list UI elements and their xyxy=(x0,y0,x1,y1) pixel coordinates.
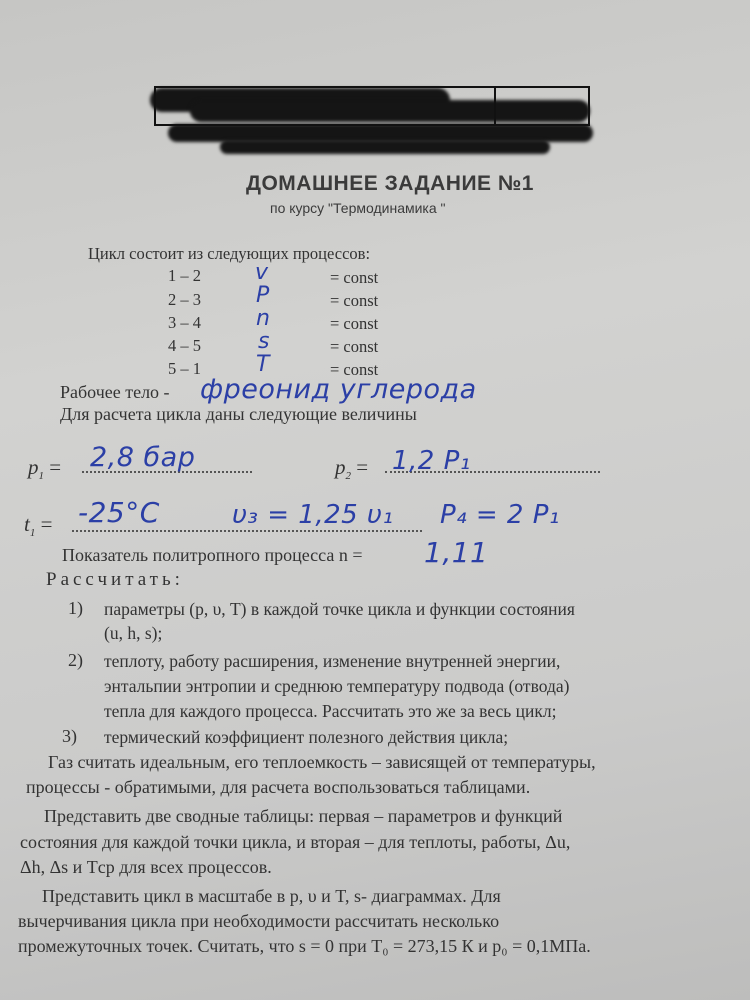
process-const: = const xyxy=(330,268,379,287)
polytropic-value: 1,11 xyxy=(424,536,489,569)
redaction-box xyxy=(154,86,590,126)
process-range: 4 – 5 xyxy=(168,336,201,355)
paragraph-line: Газ считать идеальным, его теплоемкость – зависящей от температуры, xyxy=(48,752,596,772)
working-body-label: Рабочее тело - xyxy=(60,382,170,402)
calc-item-line: теплоту, работу расширения, изменение внутренней энергии, xyxy=(104,651,561,671)
paragraph-line: процессы - обратимыми, для расчета воспользоваться таблицами. xyxy=(26,777,531,797)
process-param: n xyxy=(256,306,271,331)
process-param: s xyxy=(258,329,270,354)
calc-item-num: 3) xyxy=(62,726,77,746)
calc-item-line: (u, h, s); xyxy=(104,623,163,643)
process-range: 3 – 4 xyxy=(168,313,201,332)
working-body-value: фреонид углерода xyxy=(200,374,477,405)
page-title: ДОМАШНЕЕ ЗАДАНИЕ №1 xyxy=(246,172,534,195)
calc-item-line: тепла для каждого процесса. Рассчитать это же за весь цикл; xyxy=(104,701,557,721)
polytropic-label: Показатель политропного процесса n = xyxy=(62,545,363,565)
calc-item-line: термический коэффициент полезного действия цикла; xyxy=(104,727,509,747)
paragraph-line: промежуточных точек. Считать, что s = 0 при T₀ = 273,15 К и p₀ = 0,1МПа. xyxy=(18,936,591,956)
calc-item-num: 2) xyxy=(68,650,83,670)
process-range: 5 – 1 xyxy=(168,359,201,378)
p4-value: P₄ = 2 P₁ xyxy=(440,500,560,530)
redaction-scribble xyxy=(220,140,550,154)
t1-label: $t_1$ = xyxy=(24,512,53,540)
paragraph-line: Представить цикл в масштабе в p, υ и T, s- диаграммах. Для xyxy=(42,886,501,906)
process-param: T xyxy=(256,352,270,377)
given-intro: Для расчета цикла даны следующие величины xyxy=(60,404,417,424)
paragraph-line: состояния для каждой точки цикла, и вторая – для теплоты, работы, Δu, xyxy=(20,832,571,852)
p1-value: 2,8 бар xyxy=(90,442,196,473)
process-range: 1 – 2 xyxy=(168,266,201,285)
process-const: = const xyxy=(330,337,379,356)
p1-label: $p_1$ = xyxy=(28,455,62,483)
calc-item-line: энтальпии энтропии и среднюю температуру подвода (отвода) xyxy=(104,676,570,696)
process-param: P xyxy=(256,283,270,308)
process-const: = const xyxy=(330,360,379,379)
calculate-heading: Рассчитать: xyxy=(46,569,184,590)
process-range: 2 – 3 xyxy=(168,290,201,309)
p2-value: 1,2 P₁ xyxy=(392,446,471,476)
t1-value: -25°C xyxy=(78,496,160,529)
v3-value: υ₃ = 1,25 υ₁ xyxy=(232,500,394,530)
paragraph-line: вычерчивания цикла при необходимости рассчитать несколько xyxy=(18,911,500,931)
t1-dotted-line xyxy=(72,530,422,532)
p2-label: $p_2$ = xyxy=(335,455,369,483)
calc-item-line: параметры (p, υ, T) в каждой точке цикла и функции состояния xyxy=(104,599,575,619)
redaction-divider xyxy=(494,86,496,126)
process-const: = const xyxy=(330,314,379,333)
course-subtitle: по курсу "Термодинамика " xyxy=(270,200,446,216)
process-const: = const xyxy=(330,291,379,310)
calc-item-num: 1) xyxy=(68,598,83,618)
paragraph-line: Представить две сводные таблицы: первая – параметров и функций xyxy=(44,806,563,826)
cycle-intro: Цикл состоит из следующих процессов: xyxy=(88,244,371,263)
paragraph-line: Δh, Δs и Tср для всех процессов. xyxy=(20,857,272,877)
process-param: v xyxy=(255,260,269,285)
